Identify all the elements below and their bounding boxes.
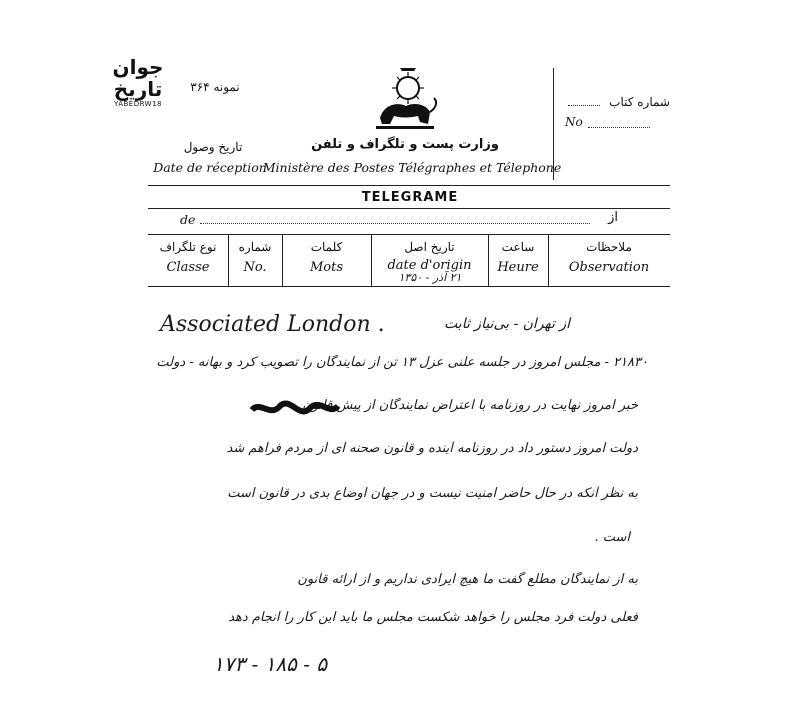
ministry-title-fr: Ministère des Postes Télégraphes et Télephone xyxy=(262,160,562,175)
footer-number: ۵ - ۱۸۵ - ۱۷۳ xyxy=(212,652,328,676)
col-number-fa: شماره xyxy=(238,240,272,254)
reception-label-fr: Date de réception xyxy=(153,160,267,175)
from-to-line xyxy=(200,223,590,224)
title-rule xyxy=(148,208,670,209)
col-class-fr: Classe xyxy=(166,260,210,275)
col-origin-date-fa: تاریخ اصل xyxy=(404,240,455,254)
col-observation-fr: Observation xyxy=(568,260,650,275)
col-words-fr: Mots xyxy=(309,260,344,275)
message-line: به نظر آنکه در حال حاضر امنیت نیست و در جهان اوضاع بدی در قانون است xyxy=(227,486,638,501)
ministry-title-fa: وزارت پست و تلگراف و تلفن xyxy=(311,137,499,152)
table-bottom-rule xyxy=(148,286,670,287)
to-label: از xyxy=(608,210,618,225)
origin-date-handwritten: ۲۱ آذر - ۱۳۵۰ xyxy=(398,271,462,284)
header-rule xyxy=(148,185,670,186)
col-hour-fa: ساعت xyxy=(501,240,535,254)
col-observation-fa: ملاحظات xyxy=(586,240,632,254)
logo-subtext: YABEDRW18 xyxy=(113,100,163,108)
message-line: به از نمایندگان مطلع گفت ما هیچ ایرادی نداریم و از ارائه قانون xyxy=(297,572,638,587)
message-line: فعلی دولت فرد مجلس را خواهد شکست مجلس ما باید این کار را انجام دهد xyxy=(228,610,638,625)
col-origin-date-fr: date d'origin xyxy=(387,258,472,273)
message-line: خبر امروز نهایت در روزنامه با اعتراض نمایندگان از پیش قانون xyxy=(302,398,638,413)
telegram-title: TELEGRAME xyxy=(361,190,459,205)
form-number: نمونه ۳۶۴ xyxy=(190,80,240,94)
message-line: ۲۱۸۳۰ - مجلس امروز در جلسه علنی عزل ۱۳ تن از نمایندگان را تصویب کرد و بهانه - دولت xyxy=(156,355,648,370)
table-top-rule xyxy=(148,234,670,235)
reception-label-fa: تاریخ وصول xyxy=(183,140,243,154)
book-number-line xyxy=(588,127,650,128)
col-hour-fr: Heure xyxy=(497,260,539,275)
col-words-fa: کلمات xyxy=(310,240,343,254)
col-class-fa: نوع تلگراف xyxy=(159,240,217,254)
address-line-fa: از تهران - بی‌نیاز ثابت xyxy=(444,316,570,332)
from-label: de xyxy=(180,212,196,227)
message-line: است . xyxy=(594,530,630,545)
book-number-label-fa: شماره کتاب xyxy=(609,95,670,109)
logo-text: جوان تاریخ xyxy=(112,55,164,101)
ink-scribble-icon xyxy=(250,398,340,420)
logo-stamp xyxy=(98,55,178,108)
message-line: دولت امروز دستور داد در روزنامه آینده و قانون صحنه ای از مردم فراهم شد xyxy=(226,441,638,456)
book-number-line-top xyxy=(568,105,600,106)
book-number-label-fr: No xyxy=(565,115,583,129)
col-number-fr: No. xyxy=(243,260,267,275)
address-line: Associated London . xyxy=(160,312,385,337)
lion-sun-emblem-icon xyxy=(370,68,440,132)
book-box-border xyxy=(553,68,554,180)
